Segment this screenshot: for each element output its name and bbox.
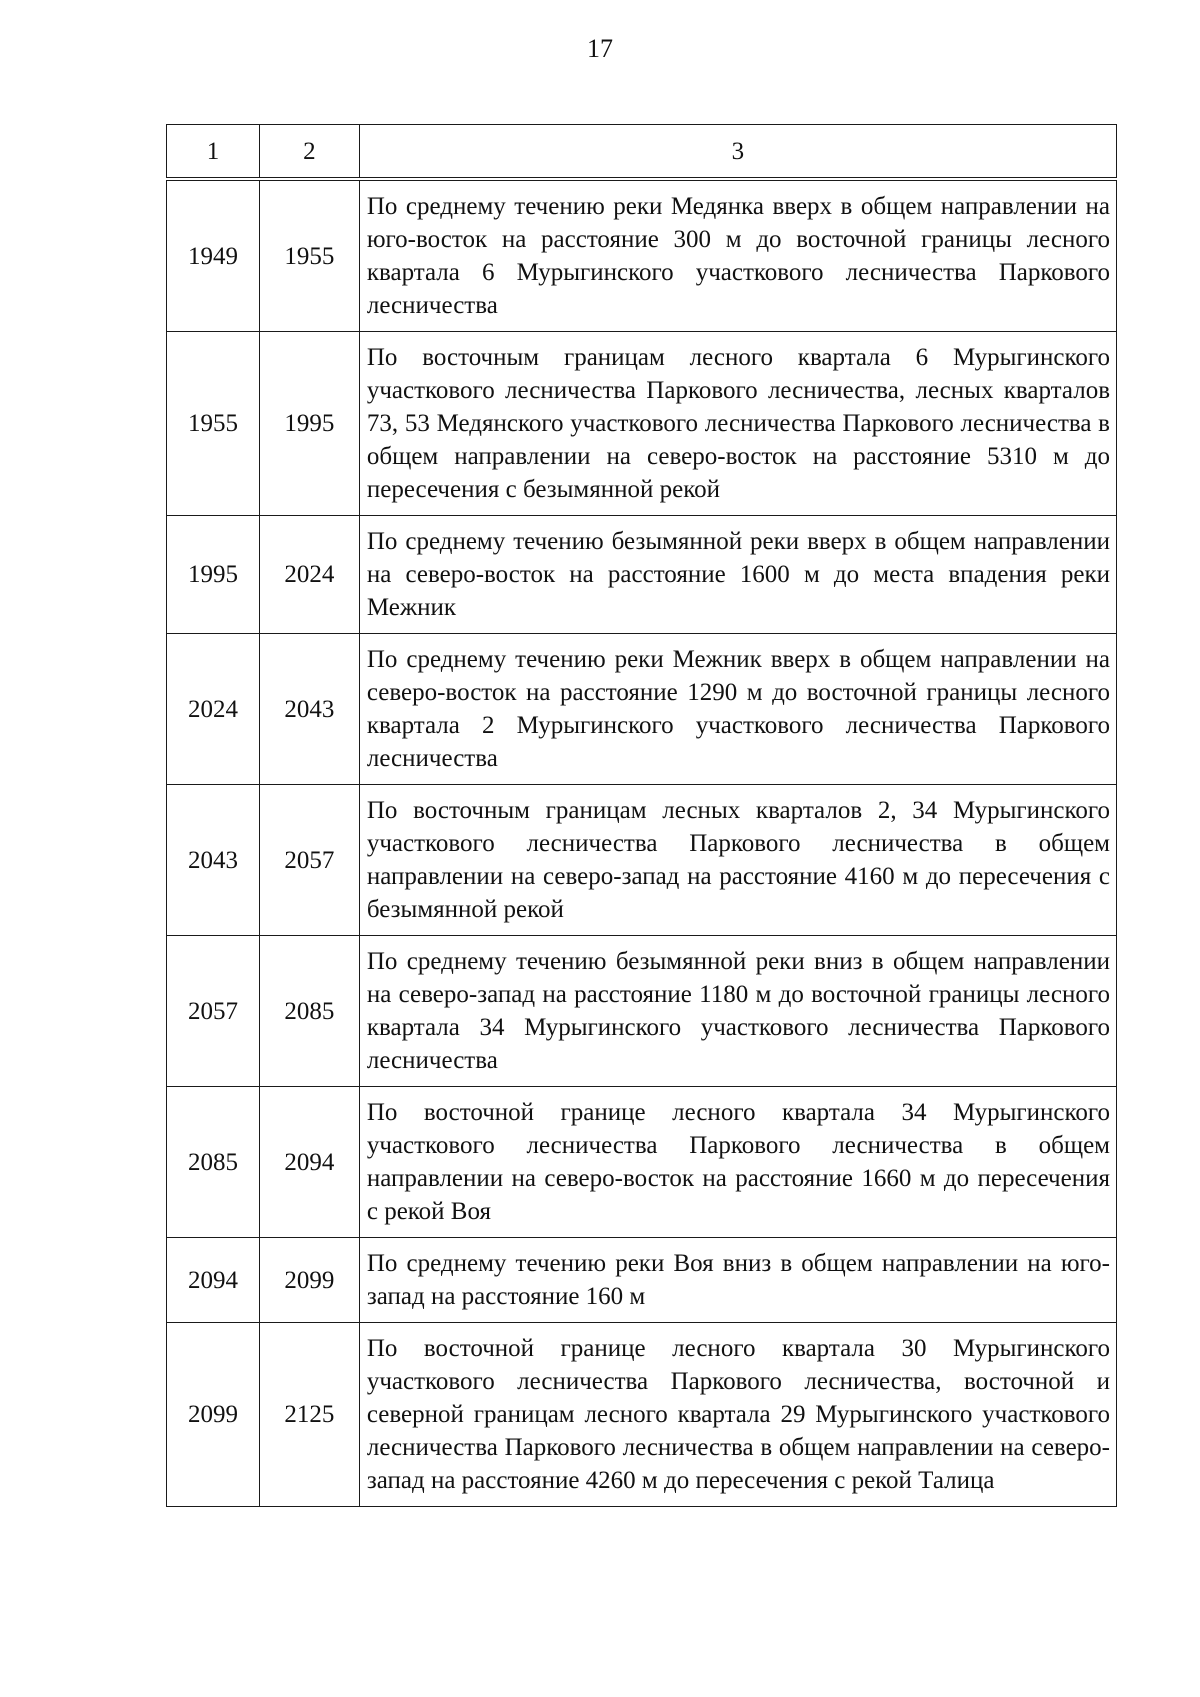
table-row xyxy=(167,634,1117,785)
to-point-cell: 2094 xyxy=(259,1087,359,1238)
to-point-cell: 1995 xyxy=(259,332,359,516)
description-cell: По восточной границе лесного квартала 30 Мурыгинского участкового лесничества Паркового лесничества, восточной и северной границам лесного квартала 29 Мурыгинского участкового лесничества Паркового лесничества в общем направлении на северо-запад на расстояние 4260 м до пересечения с рекой Талица xyxy=(359,1323,1116,1507)
to-point-cell: 2024 xyxy=(259,516,359,634)
from-point-cell: 2085 xyxy=(167,1087,260,1238)
description-cell: По среднему течению безымянной реки вниз в общем направлении на северо-запад на расстояние 1180 м до восточной границы лесного квартала 34 Мурыгинского участкового лесничества Паркового лесничества xyxy=(359,936,1116,1087)
from-point-cell: 2024 xyxy=(167,634,260,785)
column-header-description: 3 xyxy=(359,125,1116,180)
to-point-cell: 1955 xyxy=(259,179,359,332)
page-number: 17 xyxy=(587,34,613,63)
boundary-description-table xyxy=(166,124,1117,1507)
to-point-cell: 2057 xyxy=(259,785,359,936)
description-cell: По среднему течению реки Воя вниз в общем направлении на юго-запад на расстояние 160 м xyxy=(359,1238,1116,1323)
column-header-from-point: 1 xyxy=(167,125,260,180)
from-point-cell: 2043 xyxy=(167,785,260,936)
table-row xyxy=(167,1087,1117,1238)
table-row xyxy=(167,936,1117,1087)
description-cell: По среднему течению реки Медянка вверх в общем направлении на юго-восток на расстояние 300 м до восточной границы лесного квартала 6 Мурыгинского участкового лесничества Паркового лесничества xyxy=(359,179,1116,332)
description-cell: По восточной границе лесного квартала 34 Мурыгинского участкового лесничества Паркового лесничества в общем направлении на северо-восток на расстояние 1660 м до пересечения с рекой Воя xyxy=(359,1087,1116,1238)
from-point-cell: 2094 xyxy=(167,1238,260,1323)
description-cell: По среднему течению безымянной реки вверх в общем направлении на северо-восток на расстояние 1600 м до места впадения реки Межник xyxy=(359,516,1116,634)
from-point-cell: 1995 xyxy=(167,516,260,634)
table-row xyxy=(167,179,1117,332)
column-header-to-point: 2 xyxy=(259,125,359,180)
table-row xyxy=(167,332,1117,516)
description-cell: По восточным границам лесных кварталов 2, 34 Мурыгинского участкового лесничества Паркового лесничества в общем направлении на северо-запад на расстояние 4160 м до пересечения с безымянной рекой xyxy=(359,785,1116,936)
description-cell: По среднему течению реки Межник вверх в общем направлении на северо-восток на расстояние 1290 м до восточной границы лесного квартала 2 Мурыгинского участкового лесничества Паркового лесничества xyxy=(359,634,1116,785)
to-point-cell: 2043 xyxy=(259,634,359,785)
table-row xyxy=(167,1323,1117,1507)
table-row xyxy=(167,1238,1117,1323)
description-cell: По восточным границам лесного квартала 6 Мурыгинского участкового лесничества Паркового лесничества, лесных кварталов 73, 53 Медянского участкового лесничества Паркового лесничества в общем направлении на северо-восток на расстояние 5310 м до пересечения с безымянной рекой xyxy=(359,332,1116,516)
from-point-cell: 2057 xyxy=(167,936,260,1087)
table-header-row xyxy=(167,125,1117,180)
from-point-cell: 1955 xyxy=(167,332,260,516)
to-point-cell: 2099 xyxy=(259,1238,359,1323)
table-row xyxy=(167,785,1117,936)
to-point-cell: 2125 xyxy=(259,1323,359,1507)
from-point-cell: 2099 xyxy=(167,1323,260,1507)
from-point-cell: 1949 xyxy=(167,179,260,332)
table-row xyxy=(167,516,1117,634)
to-point-cell: 2085 xyxy=(259,936,359,1087)
